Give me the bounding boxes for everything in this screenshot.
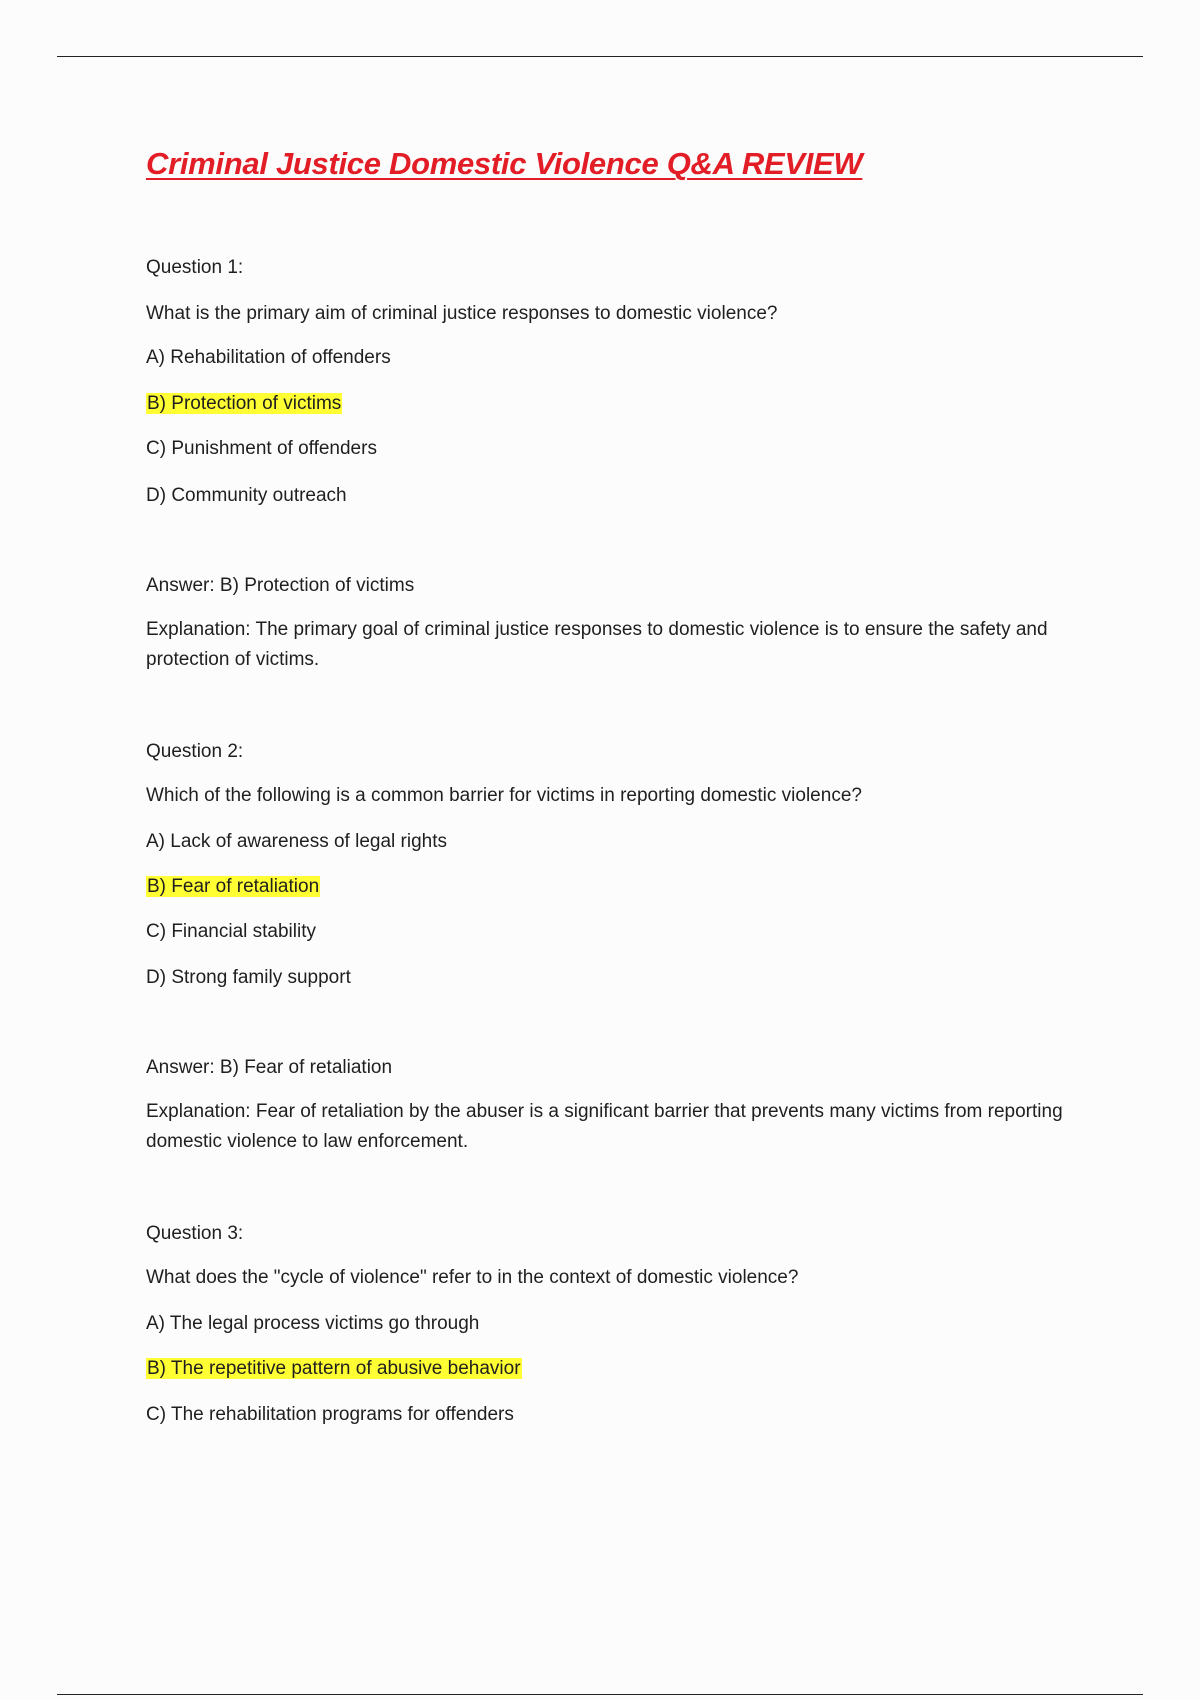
question-3-label: Question 3: xyxy=(146,1223,244,1244)
question-1-option-b xyxy=(146,389,342,419)
question-2-answer: Answer: B) Fear of retaliation xyxy=(146,1057,393,1078)
question-3-text: What does the "cycle of violence" refer to in the context of domestic violence? xyxy=(146,1267,799,1288)
footer-rule xyxy=(57,1694,1143,1695)
question-2-option-a: A) Lack of awareness of legal rights xyxy=(146,831,447,852)
question-1-option-c: C) Punishment of offenders xyxy=(146,438,377,459)
question-1-option-d: D) Community outreach xyxy=(146,485,347,506)
question-1-label: Question 1: xyxy=(146,257,244,278)
question-1-answer: Answer: B) Protection of victims xyxy=(146,575,415,596)
highlighted-correct-option: B) The repetitive pattern of abusive behavior xyxy=(147,1358,521,1379)
question-3-option-c: C) The rehabilitation programs for offenders xyxy=(146,1404,514,1425)
question-2-text: Which of the following is a common barrier for victims in reporting domestic violence? xyxy=(146,785,862,806)
highlighted-correct-option: B) Protection of victims xyxy=(147,393,342,414)
question-1-option-a: A) Rehabilitation of offenders xyxy=(146,347,391,368)
question-1-explanation: Explanation: The primary goal of criminal justice responses to domestic violence is to ensure the safety and protection of victims. xyxy=(146,619,1048,670)
question-1-text: What is the primary aim of criminal justice responses to domestic violence? xyxy=(146,303,778,324)
question-2-option-c: C) Financial stability xyxy=(146,921,316,942)
highlighted-correct-option: B) Fear of retaliation xyxy=(147,876,320,897)
header-rule xyxy=(57,56,1143,57)
document-title: Criminal Justice Domestic Violence Q&A REVIEW xyxy=(146,146,863,181)
question-3-option-a: A) The legal process victims go through xyxy=(146,1313,480,1334)
question-2-option-b xyxy=(146,872,320,902)
question-2-explanation: Explanation: Fear of retaliation by the abuser is a significant barrier that prevents many victims from reporting domestic violence to law enforcement. xyxy=(146,1101,1063,1152)
question-3-option-b xyxy=(146,1354,522,1384)
question-2-option-d: D) Strong family support xyxy=(146,967,351,988)
question-2-label: Question 2: xyxy=(146,741,244,762)
